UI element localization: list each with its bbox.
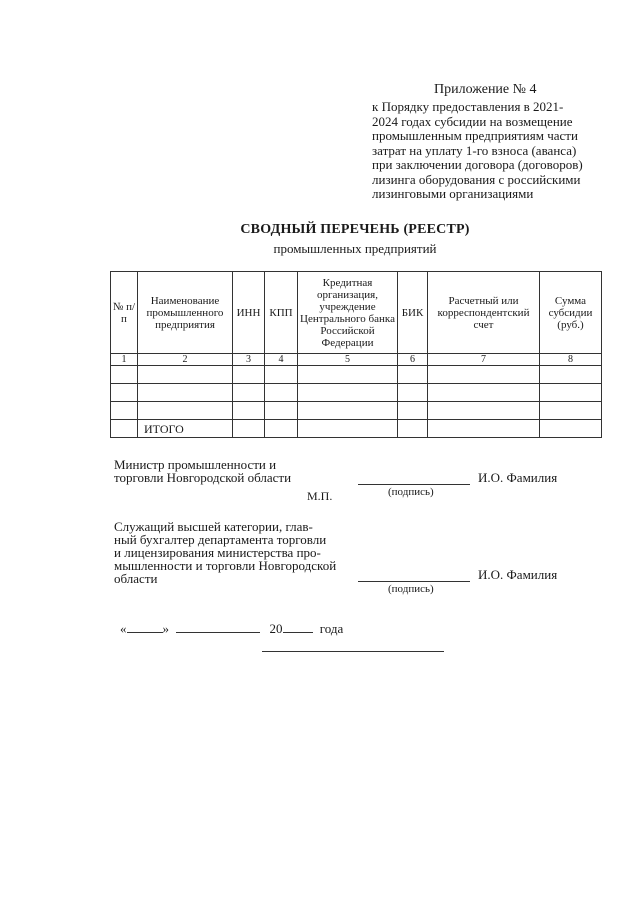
table-cell xyxy=(540,366,602,384)
header-kpp: КПП xyxy=(265,272,298,354)
stamp-placeholder: М.П. xyxy=(307,489,333,503)
accountant-position-line: и лицензирования министерства про- xyxy=(114,545,321,560)
header-account: Расчетный или корреспондентский счет xyxy=(428,272,540,354)
table-cell xyxy=(265,420,298,438)
appendix-line: затрат на уплату 1-го взноса (аванса) xyxy=(372,142,577,158)
registry-table xyxy=(110,271,602,438)
column-number: 6 xyxy=(398,354,428,366)
column-number: 4 xyxy=(265,354,298,366)
minister-signature-line xyxy=(358,484,470,485)
date-close-quote: » xyxy=(162,621,169,636)
table-cell xyxy=(398,384,428,402)
table-cell xyxy=(540,420,602,438)
appendix-line: 2024 годах субсидии на возмещение xyxy=(372,113,573,129)
header-number: № п/п xyxy=(111,272,138,354)
column-number: 5 xyxy=(298,354,398,366)
header-inn: ИНН xyxy=(233,272,265,354)
table-cell xyxy=(265,366,298,384)
table-cell xyxy=(233,402,265,420)
table-cell xyxy=(298,402,398,420)
table-row xyxy=(111,366,602,384)
table-cell xyxy=(233,420,265,438)
accountant-signature-caption: (подпись) xyxy=(388,583,434,595)
appendix-line: при заключении договора (договоров) xyxy=(372,157,583,172)
table-cell xyxy=(298,366,398,384)
header-bik: БИК xyxy=(398,272,428,354)
column-number: 1 xyxy=(111,354,138,366)
accountant-position xyxy=(114,520,374,585)
table-row xyxy=(111,384,602,402)
appendix-line: лизинга оборудования с российскими xyxy=(372,171,581,187)
table-cell xyxy=(540,384,602,402)
table-cell xyxy=(233,366,265,384)
header-credit-org: Кредитная организация, учреждение Центрального банка Российской Федерации xyxy=(298,272,398,354)
table-cell xyxy=(298,384,398,402)
accountant-signature-line xyxy=(358,581,470,582)
minister-signature-caption: (подпись) xyxy=(388,486,434,498)
total-row xyxy=(111,420,602,438)
table-cell xyxy=(398,366,428,384)
minister-name: И.О. Фамилия xyxy=(478,470,558,485)
table-cell xyxy=(398,402,428,420)
date-line xyxy=(120,621,343,637)
table-cell xyxy=(111,402,138,420)
year-prefix: 20 xyxy=(269,621,283,636)
column-number: 2 xyxy=(138,354,233,366)
table-cell xyxy=(428,384,540,402)
table-cell xyxy=(540,402,602,420)
table-cell xyxy=(138,384,233,402)
table-cell xyxy=(298,420,398,438)
year-blank xyxy=(283,632,313,633)
accountant-position-line: ный бухгалтер департамента торговли xyxy=(114,532,327,547)
table-cell xyxy=(428,402,540,420)
minister-position xyxy=(114,458,364,484)
table-cell xyxy=(398,420,428,438)
appendix-line: к Порядку предоставления в 2021- xyxy=(372,99,564,114)
table-cell xyxy=(265,384,298,402)
header-subsidy-amount: Сумма субсидии (руб.) xyxy=(540,272,602,354)
column-number: 8 xyxy=(540,354,602,366)
table-cell xyxy=(111,420,138,438)
accountant-name: И.О. Фамилия xyxy=(478,567,558,582)
year-suffix: года xyxy=(319,621,344,636)
day-blank xyxy=(127,632,163,633)
appendix-line: лизинговыми организациями xyxy=(372,186,534,201)
appendix-title: Приложение № 4 xyxy=(434,82,537,97)
table-cell xyxy=(428,366,540,384)
table-cell xyxy=(138,402,233,420)
appendix-line: промышленным предприятиям части xyxy=(372,128,578,143)
header-enterprise-name: Наименование промышленного предприятия xyxy=(138,272,233,354)
minister-position-line: торговли Новгородской области xyxy=(114,470,292,485)
column-number: 3 xyxy=(233,354,265,366)
accountant-position-line: Служащий высшей категории, глав- xyxy=(114,519,313,534)
document-subtitle: промышленных предприятий xyxy=(273,241,437,256)
table-header-row xyxy=(111,272,602,354)
month-blank xyxy=(176,632,260,633)
table-cell xyxy=(428,420,540,438)
accountant-position-line: области xyxy=(114,571,158,586)
table-cell xyxy=(111,384,138,402)
date-open-quote: « xyxy=(120,621,127,636)
total-label: ИТОГО xyxy=(138,420,233,438)
table-cell xyxy=(111,366,138,384)
minister-position-line: Министр промышленности и xyxy=(114,457,277,472)
table-cell xyxy=(233,384,265,402)
document-title: СВОДНЫЙ ПЕРЕЧЕНЬ (РЕЕСТР) xyxy=(240,222,470,237)
accountant-position-line: мышленности и торговли Новгородской xyxy=(114,558,337,573)
table-cell xyxy=(265,402,298,420)
separator-line xyxy=(262,651,444,652)
table-cell xyxy=(138,366,233,384)
table-row xyxy=(111,402,602,420)
appendix-text xyxy=(372,100,602,202)
column-number: 7 xyxy=(428,354,540,366)
column-number-row xyxy=(111,354,602,366)
